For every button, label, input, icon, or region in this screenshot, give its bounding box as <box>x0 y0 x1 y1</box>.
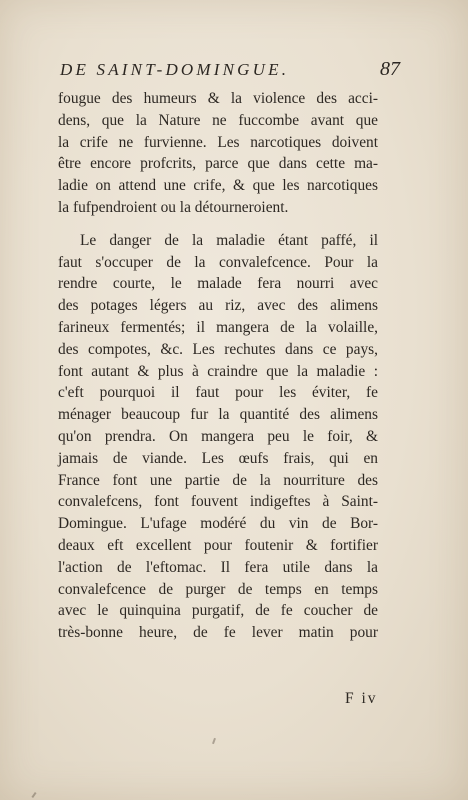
text-line: être encore profcrits, parce que dans cette ma- <box>58 155 378 173</box>
text-line: farineux fermentés; il mangera de la volaille, <box>58 318 378 336</box>
text-line: des potages légers au riz, avec des alimens <box>58 297 378 315</box>
text-line: la crife ne furvienne. Les narcotiques doivent <box>58 133 378 151</box>
paragraph-gap <box>58 219 378 230</box>
paragraph-1 <box>58 88 378 219</box>
text-line: deaux eft excellent pour foutenir & fortifier <box>58 536 378 554</box>
text-line: l'action de l'eftomac. Il fera utile dans la <box>58 558 378 576</box>
text-line: c'eft pourquoi il faut pour les éviter, fe <box>58 384 378 402</box>
text-line: avec le quinquina purgatif, de fe coucher de <box>58 602 378 620</box>
body-text <box>58 88 378 644</box>
text-line: qu'on prendra. On mangera peu le foir, & <box>58 427 378 445</box>
text-line: convalefcens, font fouvent indigeftes à Saint- <box>58 493 378 511</box>
page-number: 87 <box>380 58 400 80</box>
paper-speck <box>31 792 36 798</box>
signature-mark: F iv <box>345 690 378 707</box>
text-line: font autant & plus à craindre que la maladie : <box>58 362 378 380</box>
text-line: très-bonne heure, de fe lever matin pour <box>58 624 378 642</box>
text-line: dens, que la Nature ne fuccombe avant que <box>58 111 378 129</box>
text-line: ménager beaucoup fur la quantité des alimens <box>58 406 378 424</box>
text-line: des compotes, &c. Les rechutes dans ce pays, <box>58 340 378 358</box>
text-line: Domingue. L'ufage modéré du vin de Bor- <box>58 515 378 533</box>
text-line: faut s'occuper de la convalefcence. Pour la <box>58 253 378 271</box>
text-line: France font une partie de la nourriture des <box>58 471 378 489</box>
paragraph-2 <box>58 230 378 644</box>
text-line: Le danger de la maladie étant paffé, il <box>80 231 378 249</box>
text-line: la fufpendroient ou la détourneroient. <box>58 198 289 216</box>
text-line: fougue des humeurs & la violence des acci- <box>58 90 378 107</box>
text-line: convalefcence de purger de temps en temps <box>58 580 378 598</box>
text-line: ladie on attend une crife, & que les narcotiques <box>58 177 378 195</box>
text-line: jamais de viande. Les œufs frais, qui en <box>58 449 378 467</box>
paper-speck <box>212 738 216 744</box>
running-head: DE SAINT-DOMINGUE. <box>60 60 290 79</box>
text-line: rendre courte, le malade fera nourri avec <box>58 275 378 293</box>
